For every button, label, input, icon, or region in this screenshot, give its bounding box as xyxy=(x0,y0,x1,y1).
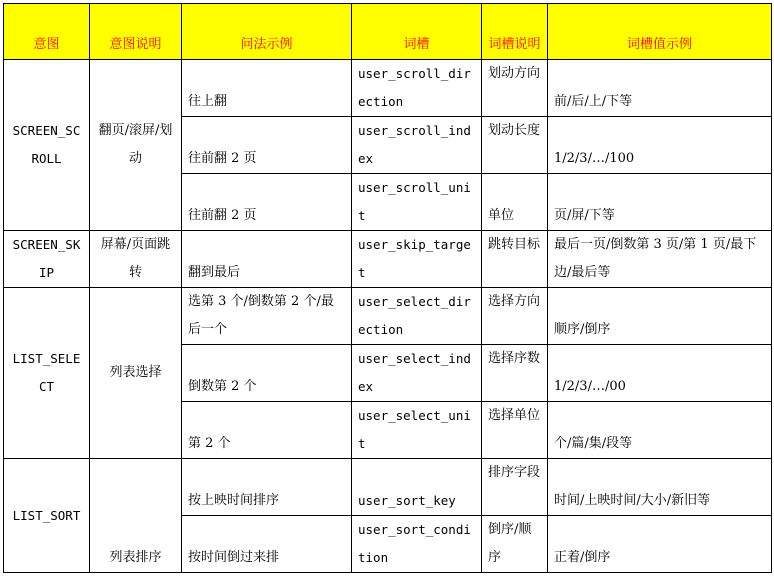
slot-value-cell: 前/后/上/下等 xyxy=(548,60,772,117)
header-slot-value: 词槽值示例 xyxy=(548,4,772,60)
slot-desc-cell: 单位 xyxy=(482,174,548,231)
slot-desc-cell: 选择方向 xyxy=(482,288,548,345)
intent-cell: SCREEN_SCROLL xyxy=(4,60,90,231)
slot-cell: user_skip_target xyxy=(352,231,482,288)
slot-desc-cell: 跳转目标 xyxy=(482,231,548,288)
slot-cell: user_select_unit xyxy=(352,402,482,459)
intent-desc-cell: 屏幕/页面跳转 xyxy=(90,231,182,288)
header-intent-desc: 意图说明 xyxy=(90,4,182,60)
slot-value-cell: 页/屏/下等 xyxy=(548,174,772,231)
slot-value-cell: 时间/上映时间/大小/新旧等 xyxy=(548,459,772,516)
example-cell: 选第 3 个/倒数第 2 个/最后一个 xyxy=(182,288,352,345)
example-cell: 翻到最后 xyxy=(182,231,352,288)
slot-desc-cell: 选择序数 xyxy=(482,345,548,402)
slot-value-cell: 1/2/3/…/100 xyxy=(548,117,772,174)
table-row xyxy=(4,60,772,117)
example-cell: 往前翻 2 页 xyxy=(182,117,352,174)
slot-value-cell: 最后一页/倒数第 3 页/第 1 页/最下边/最后等 xyxy=(548,231,772,288)
example-cell: 按上映时间排序 xyxy=(182,459,352,516)
intent-slot-table xyxy=(3,3,772,573)
slot-desc-cell: 划动方向 xyxy=(482,60,548,117)
slot-desc-cell: 选择单位 xyxy=(482,402,548,459)
slot-cell: user_scroll_unit xyxy=(352,174,482,231)
intent-slot-table-container xyxy=(3,3,772,573)
example-cell: 第 2 个 xyxy=(182,402,352,459)
table-row xyxy=(4,459,772,516)
header-example: 问法示例 xyxy=(182,4,352,60)
example-cell: 往前翻 2 页 xyxy=(182,174,352,231)
slot-value-cell: 正着/倒序 xyxy=(548,516,772,573)
intent-cell: LIST_SORT xyxy=(4,459,90,573)
slot-value-cell: 个/篇/集/段等 xyxy=(548,402,772,459)
example-cell: 往上翻 xyxy=(182,60,352,117)
table-row xyxy=(4,288,772,345)
slot-cell: user_sort_condition xyxy=(352,516,482,573)
intent-cell: LIST_SELECT xyxy=(4,288,90,459)
table-row xyxy=(4,231,772,288)
example-cell: 倒数第 2 个 xyxy=(182,345,352,402)
intent-cell: SCREEN_SKIP xyxy=(4,231,90,288)
slot-cell: user_sort_key xyxy=(352,459,482,516)
header-intent: 意图 xyxy=(4,4,90,60)
slot-desc-cell: 倒序/顺序 xyxy=(482,516,548,573)
example-cell: 按时间倒过来排 xyxy=(182,516,352,573)
slot-desc-cell: 划动长度 xyxy=(482,117,548,174)
header-slot-desc: 词槽说明 xyxy=(482,4,548,60)
slot-cell: user_select_direction xyxy=(352,288,482,345)
slot-cell: user_scroll_index xyxy=(352,117,482,174)
slot-cell: user_select_index xyxy=(352,345,482,402)
intent-desc-cell: 列表选择 xyxy=(90,288,182,459)
intent-desc-cell: 翻页/滚屏/划动 xyxy=(90,60,182,231)
header-row xyxy=(4,4,772,60)
slot-value-cell: 顺序/倒序 xyxy=(548,288,772,345)
slot-desc-cell: 排序字段 xyxy=(482,459,548,516)
slot-cell: user_scroll_direction xyxy=(352,60,482,117)
slot-value-cell: 1/2/3/…/00 xyxy=(548,345,772,402)
header-slot: 词槽 xyxy=(352,4,482,60)
intent-desc-cell: 列表排序 xyxy=(90,459,182,573)
